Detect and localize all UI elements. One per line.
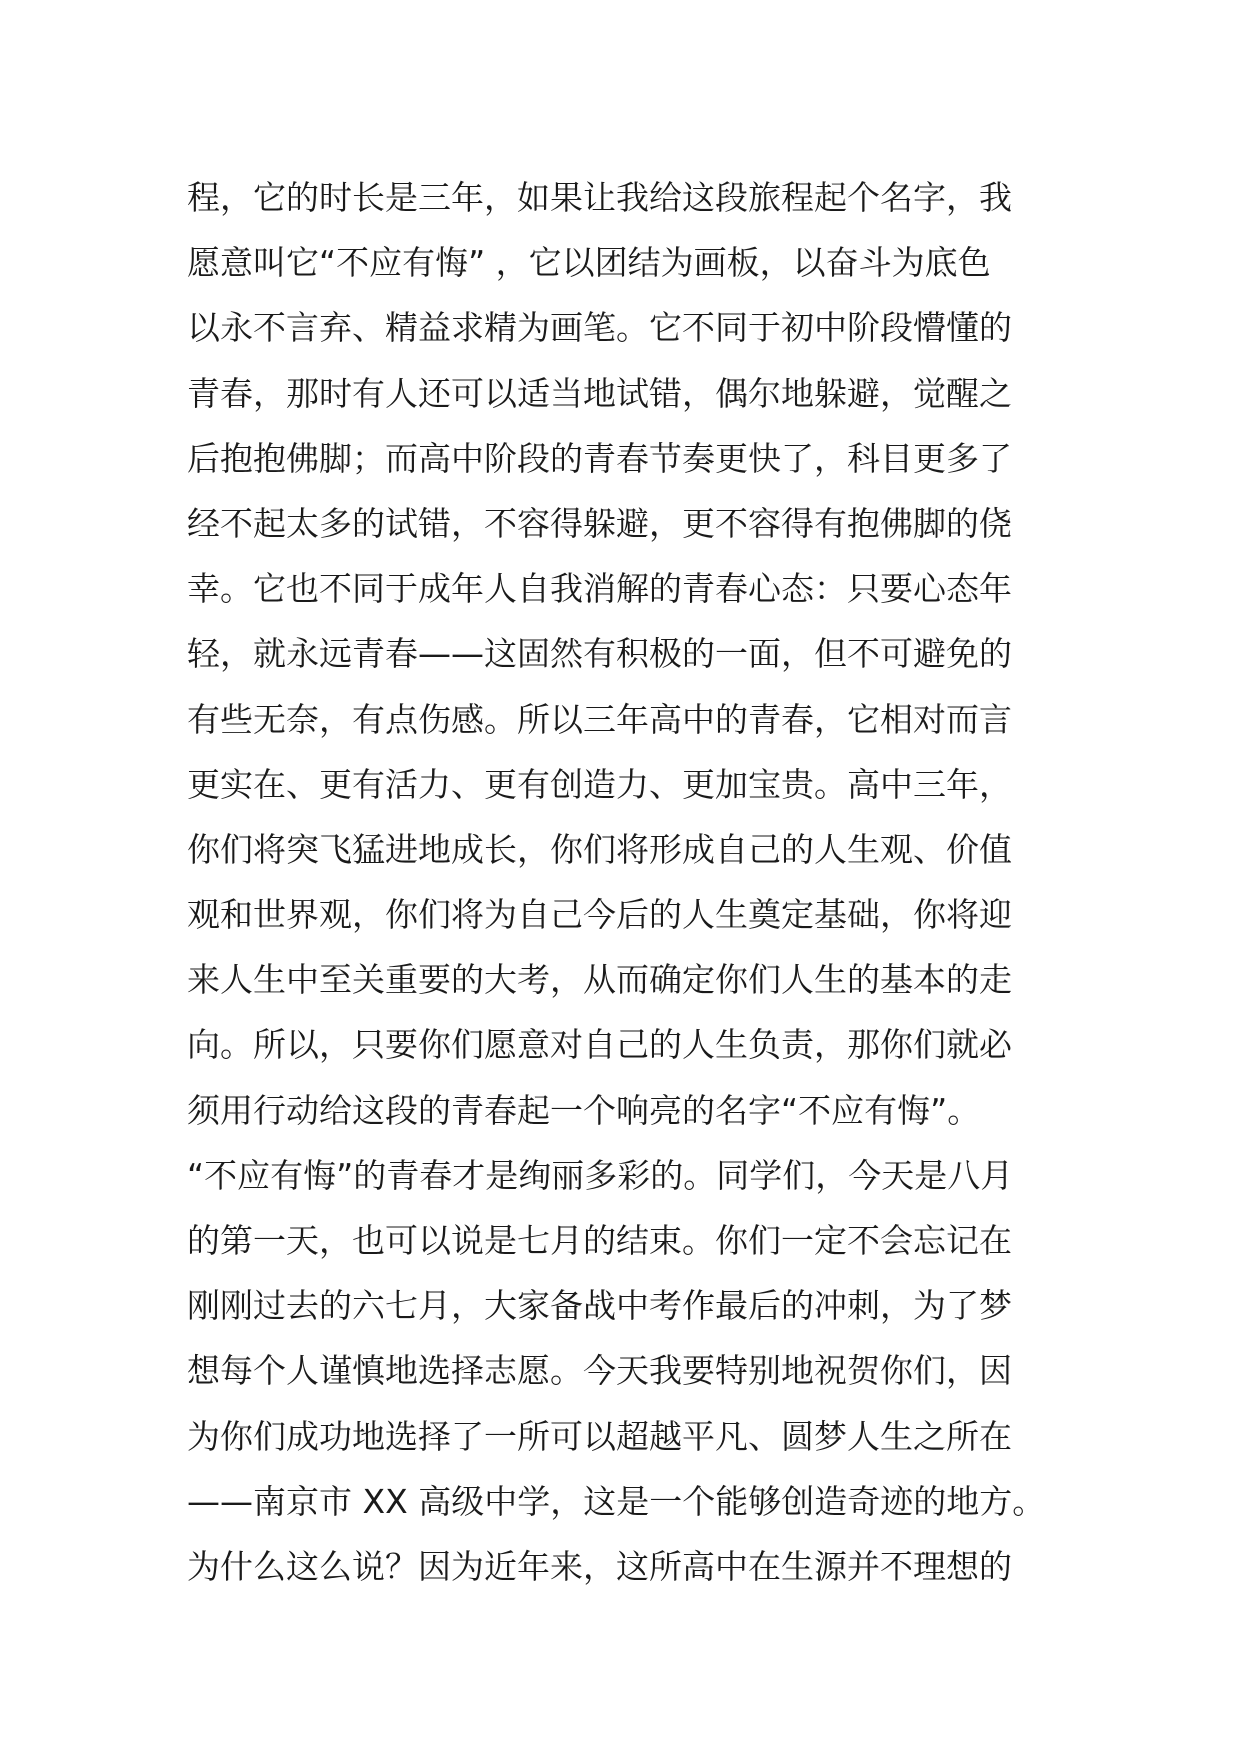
- text-line: 轻，就永远青春——这固然有积极的一面，但不可避免的: [187, 634, 1012, 674]
- text-line: 程，它的时长是三年，如果让我给这段旅程起个名字，我: [187, 178, 1012, 217]
- text-line: 青春，那时有人还可以适当地试错，偶尔地躲避，觉醒之: [187, 373, 1012, 413]
- text-line: 你们将突飞猛进地成长，你们将形成自己的人生观、价值: [187, 829, 1012, 869]
- text-line: 想每个人谨慎地选择志愿。今天我要特别地祝贺你们，因: [187, 1351, 1012, 1391]
- text-line: 以永不言弃、精益求精为画笔。它不同于初中阶段懵懂的: [187, 308, 1012, 348]
- text-line: 须用行动给这段的青春起一个响亮的名字“不应有悔”。: [187, 1090, 981, 1130]
- text-line: 后抱抱佛脚；而高中阶段的青春节奏更快了，科目更多了: [187, 438, 1012, 478]
- text-line: 愿意叫它“不应有悔” ，它以团结为画板，以奋斗为底色: [187, 243, 991, 283]
- text-line: “不应有悔”的青春才是绚丽多彩的。同学们，今天是八月: [187, 1155, 1014, 1195]
- text-line: 为什么这么说？因为近年来，这所高中在生源并不理想的: [187, 1546, 1012, 1586]
- text-line: ——南京市 XX 高级中学，这是一个能够创造奇迹的地方。: [187, 1481, 1046, 1521]
- text-line: 有些无奈，有点伤感。所以三年高中的青春，它相对而言: [187, 699, 1012, 739]
- text-line: 的第一天，也可以说是七月的结束。你们一定不会忘记在: [187, 1221, 1012, 1260]
- text-line: 向。所以，只要你们愿意对自己的人生负责，那你们就必: [187, 1025, 1012, 1065]
- text-line: 幸。它也不同于成年人自我消解的青春心态：只要心态年: [187, 569, 1012, 609]
- text-line: 为你们成功地选择了一所可以超越平凡、圆梦人生之所在: [187, 1416, 1012, 1456]
- text-line: 更实在、更有活力、更有创造力、更加宝贵。高中三年，: [187, 764, 1012, 804]
- text-line: 观和世界观，你们将为自己今后的人生奠定基础，你将迎: [187, 895, 1012, 935]
- text-line: 来人生中至关重要的大考，从而确定你们人生的基本的走: [187, 960, 1012, 1000]
- body-text: [187, 165, 1067, 1599]
- text-line: 经不起太多的试错，不容得躲避，更不容得有抱佛脚的侥: [187, 503, 1012, 543]
- text-line: 刚刚过去的六七月，大家备战中考作最后的冲刺，为了梦: [187, 1286, 1012, 1326]
